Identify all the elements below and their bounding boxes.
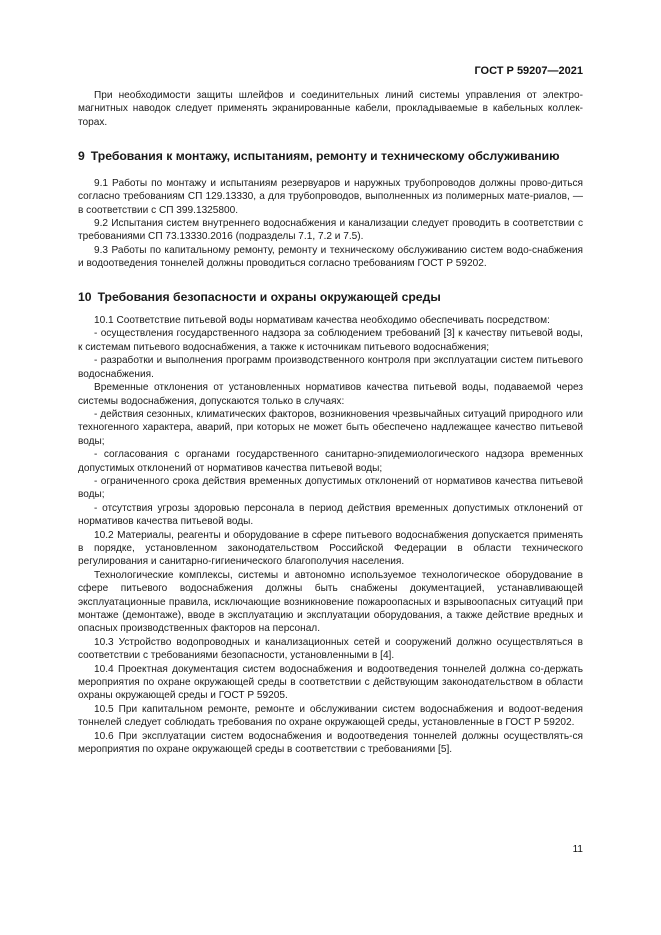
list-item: - осуществления государственного надзора за соблюдением требований [3] к качеству питьевой воды, к системам питьевого водоснабжения, а также к источникам питьевого водоснабжения; [78,328,583,353]
section-number: 9 [78,149,85,164]
paragraph-10-1: 10.1 Соответствие питьевой воды нормативам качества необходимо обеспечивать посредством: [94,315,550,327]
section-10-heading [78,290,583,306]
paragraph-10-3: 10.3 Устройство водопроводных и канализационных сетей и сооружений должно осуществляться в соответствии с требованиями безопасности, установленными в [4]. [78,636,583,662]
paragraph-9-2: 9.2 Испытания систем внутреннего водоснабжения и канализации следует проводить в соответствии с требованиями СП 73.13330.2016 (подразделы 7.1, 7.2 и 7.5). [78,217,583,243]
section-number: 10 [78,289,92,304]
paragraph-9-3: 9.3 Работы по капитальному ремонту, ремонту и техническому обслуживанию систем водо-снабжения и водоотведения тоннелей должны проводиться согласно требованиям ГОСТ Р 59202. [78,244,583,270]
list-item: - согласования с органами государственного санитарно-эпидемиологического надзора временных допустимых отклонений от нормативов качества питьевой воды; [78,449,583,474]
paragraph-10-2: 10.2 Материалы, реагенты и оборудование в сфере питьевого водоснабжения допускается применять в порядке, установленном законодательством Российской Федерации в области технического регулирования и санитарно-гигиенического благополучия населения. [78,529,583,568]
list-item: - действия сезонных, климатических факторов, возникновения чрезвычайных ситуаций природного или техногенного характера, аварий, при которых не может быть обеспечено надлежащее качество питьевой воды; [78,408,583,447]
page-body [78,89,583,756]
section-title: Требования безопасности и охраны окружающей среды [97,289,441,304]
section-title: Требования к монтажу, испытаниям, ремонту и техническому обслуживанию [90,149,560,164]
body-paragraph: Временные отклонения от установленных нормативов качества питьевой воды, подаваемой через системы водоснабжения, допускаются только в случаях: [78,382,583,407]
paragraph-9-1: 9.1 Работы по монтажу и испытаниям резервуаров и наружных трубопроводов должны прово-диться согласно требованиям СП 129.13330, а для трубопроводов, выполненных из полимерных мате-риалов, — в соответствии с СП 399.1325800. [78,177,583,216]
paragraph-10-4: 10.4 Проектная документация систем водоснабжения и водоотведения тоннелей должна со-держать мероприятия по охране окружающей среды в соответствии с действующим законодательством в области охраны окружающей среды и ГОСТ Р 59205. [78,663,583,702]
list-item: - разработки и выполнения программ производственного контроля при эксплуатации систем питьевого водоснабжения. [78,355,583,380]
body-paragraph: Технологические комплексы, системы и автономно используемое технологическое оборудование в сфере питьевого водоснабжения должны быть снабжены документацией, устанавливающей эксплуатационные правила, исключающие возникновение пожароопасных и взрывоопасных ситуаций при монтаже (демонтаже), вводе в эксплуатацию и эксплуатации оборудования, а также действие вредных и опасных производственных факторов на персонал. [78,569,583,635]
section-9-heading [78,149,583,165]
list-item: - ограниченного срока действия временных допустимых отклонений от нормативов качества питьевой воды; [78,475,583,501]
list-item: - отсутствия угрозы здоровью персонала в период действия временных допустимых отклонений от нормативов качества питьевой воды. [78,502,583,528]
document-code: ГОСТ Р 59207—2021 [474,65,583,77]
paragraph-10-5: 10.5 При капитальном ремонте, ремонте и обслуживании систем водоснабжения и водоот-ведения тоннелей следует соблюдать требования по охране окружающей среды, установленные в ГОСТ Р 59202. [78,703,583,729]
intro-paragraph: При необходимости защиты шлейфов и соединительных линий системы управления от электро-магнитных наводок следует применять экранированные кабели, прокладываемые в кабельных коллек-торах. [78,90,583,128]
page-number: 11 [572,844,583,855]
paragraph-10-6: 10.6 При эксплуатации систем водоснабжения и водоотведения тоннелей должны осуществлять-ся мероприятия по охране окружающей среды в соответствии с требованиями [5]. [78,730,583,756]
